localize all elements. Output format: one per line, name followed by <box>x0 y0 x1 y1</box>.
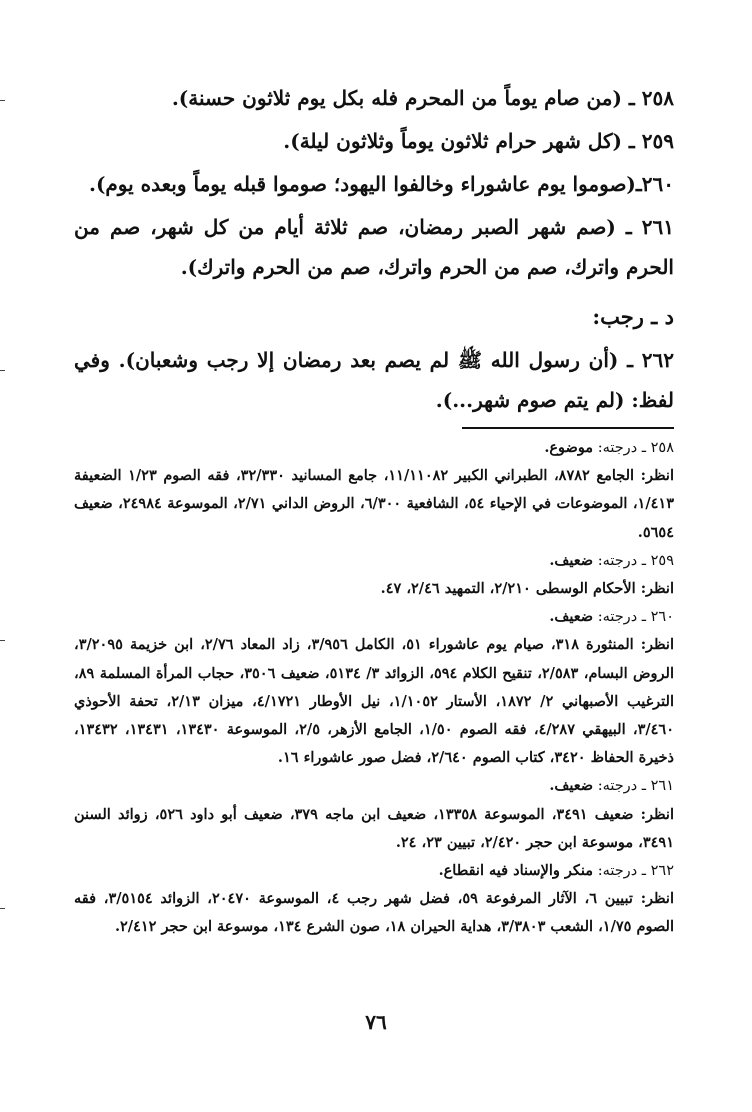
grade-prefix: ـ درجته: <box>597 778 647 795</box>
main-text <box>74 78 674 423</box>
references: تبيين ٦، الآثار المرفوعة ٥٩، فضل شهر رجب ٤، الموسوعة ٢٠٤٧٠، الزوائد ٣/٥١٥٤، فقه الصوم ١/٧٥، الشعب ٣/٣٨٠٣، هداية الحيران ١٨، صون الشرع ١٣٤، موسوعة ابن حجر ٢/٤١٢. <box>74 890 674 936</box>
hadith-text: (من صام يوماً من المحرم فله بكل يوم ثلاثون حسنة). <box>171 86 622 110</box>
footnote-261-refs <box>74 801 674 857</box>
look-label: انظر: <box>640 636 674 654</box>
margin-mark <box>0 640 5 641</box>
look-label: انظر: <box>640 890 674 908</box>
footnote-258-refs <box>74 462 674 547</box>
footnote-divider <box>462 427 674 429</box>
look-label: انظر: <box>640 580 674 598</box>
footnotes <box>74 434 674 942</box>
hadith-number: ٢٦١ <box>641 215 674 239</box>
grade-prefix: ـ درجته: <box>597 552 647 569</box>
hadith-258: ٢٥٨ ـ (من صام يوماً من المحرم فله بكل يوم ثلاثون حسنة). <box>171 86 674 110</box>
hadith-261: ٢٦١ ـ (صم شهر الصبر رمضان، صم ثلاثة أيام من كل شهر، صم من الحرم واترك، صم من الحرم واترك، صم من الحرم واترك). <box>74 215 674 279</box>
hadith-number: ٢٥٩ <box>641 129 674 153</box>
footnote-260-head <box>74 603 674 631</box>
section-heading: د ـ رجب: <box>592 304 674 329</box>
grade-prefix: ـ درجته: <box>597 609 647 626</box>
footnote-261-head <box>74 772 674 800</box>
grade: ضعيف. <box>549 777 594 795</box>
footnote-258-head <box>74 434 674 462</box>
hadith-text: (صوموا يوم عاشوراء وخالفوا اليهود؛ صوموا قبله يوماً وبعده يوم). <box>89 172 636 196</box>
look-label: انظر: <box>640 467 674 485</box>
grade: منكر والإسناد فيه انقطاع. <box>438 862 594 880</box>
hadith-text: (صم شهر الصبر رمضان، صم ثلاثة أيام من كل شهر، صم من الحرم واترك، صم من الحرم واترك، صم من الحرم واترك). <box>74 215 674 279</box>
footnote-260-refs <box>74 631 674 772</box>
hadith-262: ٢٦٢ ـ (أن رسول الله ﷺ لم يصم بعد رمضان إلا رجب وشعبان). وفي لفظ: (لم يتم صوم شهر...). <box>74 348 674 412</box>
footnote-259-refs <box>74 575 674 603</box>
references: الأحكام الوسطى ٢/٢١٠، التمهيد ٢/٤٦، ٤٧. <box>380 580 636 598</box>
grade-prefix: ـ درجته: <box>597 863 647 880</box>
footnote-number: ٢٦١ <box>650 778 674 795</box>
footnote-number: ٢٥٩ <box>650 552 674 569</box>
grade: موضوع. <box>544 439 594 456</box>
hadith-number: ٢٦٠ <box>641 172 674 196</box>
margin-mark <box>0 908 5 909</box>
hadith-text: (أن رسول الله ﷺ لم يصم بعد رمضان إلا رجب وشعبان). وفي لفظ: (لم يتم صوم شهر...). <box>74 348 674 412</box>
footnote-262-head <box>74 857 674 885</box>
margin-mark <box>0 100 5 101</box>
references: ضعيف ٣٤٩١، الموسوعة ١٣٣٥٨، ضعيف ابن ماجه ٣٧٩، ضعيف أبو داود ٥٢٦، زوائد السنن ٣٤٩١، موسوعة ابن حجر ٢/٤٢٠، تبيين ٢٣، ٢٤. <box>74 805 674 851</box>
hadith-text: (كل شهر حرام ثلاثون يوماً وثلاثون ليلة). <box>283 129 622 153</box>
hadith-260: ٢٦٠ـ(صوموا يوم عاشوراء وخالفوا اليهود؛ صوموا قبله يوماً وبعده يوم). <box>89 172 674 196</box>
grade-prefix: ـ درجته: <box>597 440 647 456</box>
hadith-number: ٢٥٨ <box>641 86 674 110</box>
grade: ضعيف. <box>549 608 594 626</box>
margin-mark <box>0 370 5 371</box>
hadith-number: ٢٦٢ <box>641 348 674 372</box>
page-number: ٧٦ <box>365 1010 387 1034</box>
footnote-number: ٢٦٠ <box>650 609 674 626</box>
look-label: انظر: <box>640 805 674 823</box>
footnote-262-refs <box>74 885 674 941</box>
hadith-259: ٢٥٩ ـ (كل شهر حرام ثلاثون يوماً وثلاثون ليلة). <box>283 129 674 153</box>
footnote-number: ٢٦٢ <box>650 863 674 880</box>
grade: ضعيف. <box>549 551 594 569</box>
footnote-259-head <box>74 547 674 575</box>
footnote-number: ٢٥٨ <box>650 440 674 456</box>
references: المنثورة ٣١٨، صيام يوم عاشوراء ٥١، الكامل ٣/٩٥٦، زاد المعاد ٢/٧٦، ابن خزيمة ٣/٢٠٩٥، الروض البسام، ٢/٥٨٣، تنقيح الكلام ٥٩٤، الزوائد ٣/ ٥١٣٤، ضعيف ٣٥٠٦، حجاب المرأة المسلمة ٨٩، الترغيب الأصبهاني ٢/ ١٨٧٢، الأستار ١/١٠٥٢، نيل الأوطار ٤/١٧٢١، ميزان ٢/١٣، تحفة الأحوذي ٣/٤٦٠، البيهقي ٤/٢٨٧، فقه الصوم ١/٥٠، الجامع الأزهر، ٢/٥، الموسوعة ١٣٤٣٠، ١٣٤٣١، ١٣٤٣٢، ذخيرة الحفاظ ٣٤٢٠، كتاب الصوم ٢/٦٤٠، فضل صور عاشوراء ١٦. <box>74 636 675 767</box>
references: الجامع ٨٧٨٢، الطبراني الكبير ١١/١١٠٨٢، جامع المسانيد ٣٢/٣٣٠، فقه الصوم ١/٢٣ الضعيفة ١/٤١٣، الموضوعات في الإحياء ٥٤، الشافعية ٦/٣٠٠، الروض الداني ٢/٧١، الموسوعة ٢٤٩٨٤، ضعيف ٥٦٥٤. <box>74 467 674 541</box>
